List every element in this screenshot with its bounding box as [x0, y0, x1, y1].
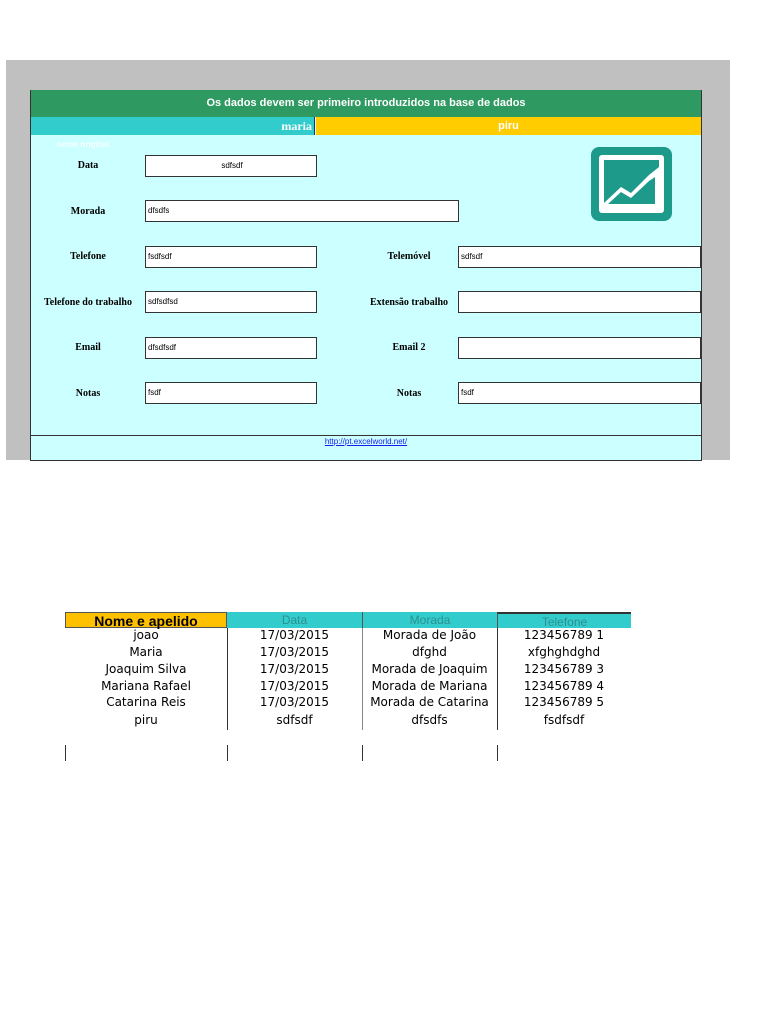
table-cell[interactable]: 123456789 1: [523, 628, 605, 642]
table-cell[interactable]: 123456789 5: [523, 695, 605, 709]
table-cell[interactable]: Morada de Joaquim: [371, 662, 488, 676]
table-cell[interactable]: Joaquim Silva: [105, 662, 187, 676]
telefone-trabalho-field[interactable]: sdfsdfsd: [145, 291, 317, 313]
extensao-trabalho-label: Extensão trabalho: [369, 297, 449, 308]
original-name-label: nome original: [57, 140, 110, 149]
table-cell[interactable]: Mariana Rafael: [101, 679, 191, 693]
telemovel-field[interactable]: sdfsdf: [458, 246, 701, 268]
new-name-cell[interactable]: piru: [316, 117, 701, 135]
telefone-label: Telefone: [70, 251, 106, 262]
table-cell[interactable]: Catarina Reis: [106, 695, 186, 709]
table-cell[interactable]: dfsdfs: [411, 713, 448, 727]
telefone-trabalho-label: Telefone do trabalho: [44, 297, 132, 308]
telemovel-label: Telemóvel: [387, 251, 431, 262]
column-divider: [362, 745, 363, 761]
table-cell[interactable]: 17/03/2015: [259, 645, 330, 659]
telefone-field[interactable]: fsdfsdf: [145, 246, 317, 268]
morada-field[interactable]: dfsdfs: [145, 200, 459, 222]
name-row: [31, 117, 701, 135]
notas2-label: Notas: [396, 388, 422, 399]
table-cell[interactable]: sdfsdf: [276, 713, 313, 727]
table-cell[interactable]: 17/03/2015: [259, 695, 330, 709]
notas-label: Notas: [75, 388, 101, 399]
email2-field[interactable]: [458, 337, 701, 359]
column-divider: [497, 745, 498, 761]
table-cell[interactable]: 17/03/2015: [259, 628, 330, 642]
table-cell[interactable]: 123456789 4: [523, 679, 605, 693]
website-link[interactable]: http://pt.excelworld.net/: [324, 437, 408, 446]
column-divider: [227, 745, 228, 761]
table-cell[interactable]: Morada de João: [382, 628, 477, 642]
email-label: Email: [75, 342, 101, 353]
notas-field[interactable]: fsdf: [145, 382, 317, 404]
table-cell[interactable]: dfghd: [412, 645, 447, 659]
table-cell[interactable]: fsdfsdf: [543, 713, 585, 727]
form-header: Os dados devem ser primeiro introduzidos na base de dados: [31, 90, 701, 117]
table-cell[interactable]: 123456789 3: [523, 662, 605, 676]
table-cell[interactable]: 17/03/2015: [259, 662, 330, 676]
selected-name-cell[interactable]: maria: [31, 117, 315, 135]
header-morada[interactable]: Morada: [362, 612, 497, 628]
column-divider: [65, 745, 66, 761]
contact-form: [30, 90, 702, 461]
data-field[interactable]: sdfsdf: [145, 155, 317, 177]
table-cell[interactable]: piru: [134, 713, 158, 727]
extensao-trabalho-field[interactable]: [458, 291, 701, 313]
table-cell[interactable]: joao: [133, 628, 159, 642]
table-cell[interactable]: Morada de Catarina: [370, 695, 489, 709]
header-nome[interactable]: Nome e apelido: [65, 612, 227, 628]
data-label: Data: [77, 160, 99, 171]
notas2-field[interactable]: fsdf: [458, 382, 701, 404]
table-cell[interactable]: Morada de Mariana: [371, 679, 488, 693]
table-cell[interactable]: Maria: [129, 645, 163, 659]
area-chart-icon[interactable]: [591, 147, 672, 221]
email2-label: Email 2: [392, 342, 426, 353]
morada-label: Morada: [70, 206, 106, 217]
header-data[interactable]: Data: [227, 612, 362, 628]
table-cell[interactable]: 17/03/2015: [259, 679, 330, 693]
email-field[interactable]: dfsdfsdf: [145, 337, 317, 359]
table-cell[interactable]: xfghghdghd: [527, 645, 601, 659]
header-telefone[interactable]: Telefone: [497, 612, 631, 628]
